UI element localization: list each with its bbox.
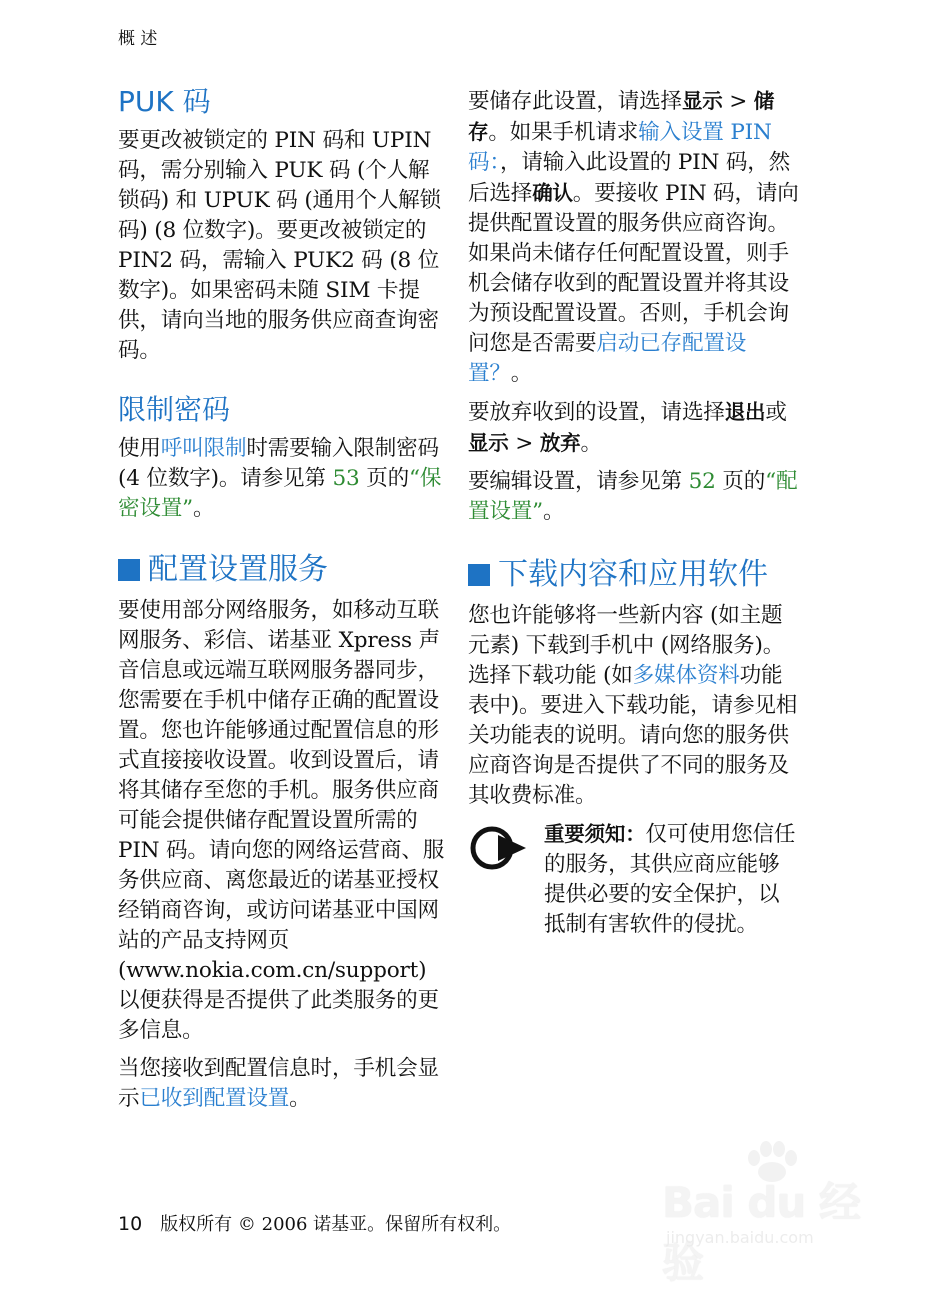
discard-paragraph [468, 397, 800, 459]
page-ref-52[interactable]: 52 [688, 469, 716, 494]
left-column [118, 84, 448, 1122]
text-run: 使用 [118, 436, 161, 461]
menu-term-discard: 放弃 [539, 431, 581, 455]
text-run: ，请输入此设置的 PIN 码，然后选择 [468, 150, 791, 206]
enter-pin-link[interactable]: 输入设置 PIN码： [468, 120, 772, 175]
text-run: > [722, 89, 754, 114]
config-received-link[interactable]: 已收到配置设置 [139, 1086, 290, 1111]
puk-paragraph: 要更改被锁定的 PIN 码和 UPIN 码，需分别输入 PUK 码 (个人解锁码) 和 UPUK 码 (通用个人解锁码) (8 位数字)。要更改被锁定的 PIN2 码，需输入 PUK2 码 (8 位数字)。如果密码未随 SIM 卡提供，请向当地的服务供应商查询密码。 [118, 128, 441, 363]
config-heading [118, 550, 448, 590]
activate-config-link[interactable]: 启动已存配置设置？ [468, 331, 747, 386]
restrict-paragraph [118, 434, 448, 524]
download-heading-text: 下载内容和应用软件 [498, 557, 768, 592]
puk-heading: PUK 码 [118, 85, 211, 118]
page-ref-53[interactable]: 53 [332, 466, 360, 491]
save-paragraph [468, 86, 800, 389]
config-settings-link[interactable]: “配置设置” [468, 469, 798, 524]
text-run: 仅可使用您信任的服务，其供应商应能够提供必要的安全保护，以抵制有害软件的侵扰。 [544, 822, 796, 937]
copyright-text: 版权所有 © 2006 诺基亚。保留所有权利。 [160, 1214, 512, 1235]
text-run: 。 [543, 499, 565, 524]
important-note-icon [468, 823, 534, 873]
text-run: 您也许能够将一些新内容 (如主题元素) 下载到手机中 (网络服务)。选择下载功能 (如 [468, 603, 785, 688]
security-settings-link[interactable]: “保密设置” [118, 466, 442, 521]
menu-term-show: 显示 [468, 431, 509, 455]
text-run: > [508, 431, 540, 456]
menu-term-save: 储存 [468, 89, 775, 144]
text-run: 功能表中)。要进入下载功能，请参见相关功能表的说明。请向您的服务供应商咨询是否提供了不同的服务及其收费标准。 [468, 663, 798, 808]
menu-term-exit: 退出 [724, 400, 766, 424]
section-square-icon [118, 559, 140, 581]
text-run: 要放弃收到的设置，请选择 [468, 400, 725, 425]
config-paragraph: 要使用部分网络服务，如移动互联网服务、彩信、诺基亚 Xpress 声音信息或远端互联网服务器同步，您需要在手机中储存正确的配置设置。您也许能够通过配置信息的形式直接接收设置。收到设置后，请将其储存至您的手机。服务供应商可能会提供储存配置设置所需的 PIN 码。请向您的网络运营商、服务供应商、离您最近的诺基亚授权经销商咨询，或访问诺基亚中国网站的产品支持网页 (www.nokia.com.cn/support) 以便获得是否提供了此类服务的更多信息。 [118, 598, 445, 1043]
gallery-link[interactable]: 多媒体资料 [632, 663, 740, 688]
text-run: 当您接收到配置信息时，手机会显示 [118, 1056, 439, 1111]
right-column [468, 86, 800, 940]
important-note [468, 819, 800, 940]
config-received-paragraph [118, 1054, 448, 1114]
text-run: 。 [510, 361, 533, 386]
text-run: 。如果手机请求 [488, 120, 639, 145]
download-paragraph [468, 601, 800, 811]
restrict-heading: 限制密码 [118, 393, 231, 426]
page-footer [118, 1210, 511, 1236]
text-run: 要编辑设置，请参见第 [468, 469, 689, 494]
menu-term-confirm: 确认 [532, 181, 573, 205]
text-run: 。 [193, 496, 215, 521]
text-run: 。 [580, 431, 602, 456]
watermark-brand: Bai du 经验 [662, 1178, 860, 1287]
note-text [544, 819, 800, 940]
text-run: 要储存此设置，请选择 [468, 89, 682, 114]
note-label: 重要须知： [544, 822, 646, 846]
section-square-icon [468, 564, 490, 586]
edit-paragraph [468, 467, 800, 527]
text-run: 时需要输入限制密码 (4 位数字)。请参见第 [118, 436, 439, 491]
config-heading-text: 配置设置服务 [148, 552, 328, 587]
download-heading [468, 555, 800, 595]
text-run: 。 [289, 1086, 311, 1111]
watermark-url: jingyan.baidu.com [666, 1228, 814, 1247]
page-number: 10 [118, 1213, 143, 1235]
text-run: 或 [765, 400, 787, 425]
text-run: 页的 [359, 466, 409, 491]
running-header: 概 述 [118, 29, 158, 49]
menu-term-show: 显示 [681, 89, 723, 113]
text-run: 。要接收 PIN 码，请向提供配置设置的服务供应商咨询。如果尚未储存任何配置设置，则手机会储存收到的配置设置并将其设为预设配置设置。否则，手机会询问您是否需要 [468, 181, 799, 356]
baidu-watermark [662, 1140, 862, 1287]
call-barring-link[interactable]: 呼叫限制 [160, 436, 247, 461]
text-run: 页的 [715, 469, 766, 494]
